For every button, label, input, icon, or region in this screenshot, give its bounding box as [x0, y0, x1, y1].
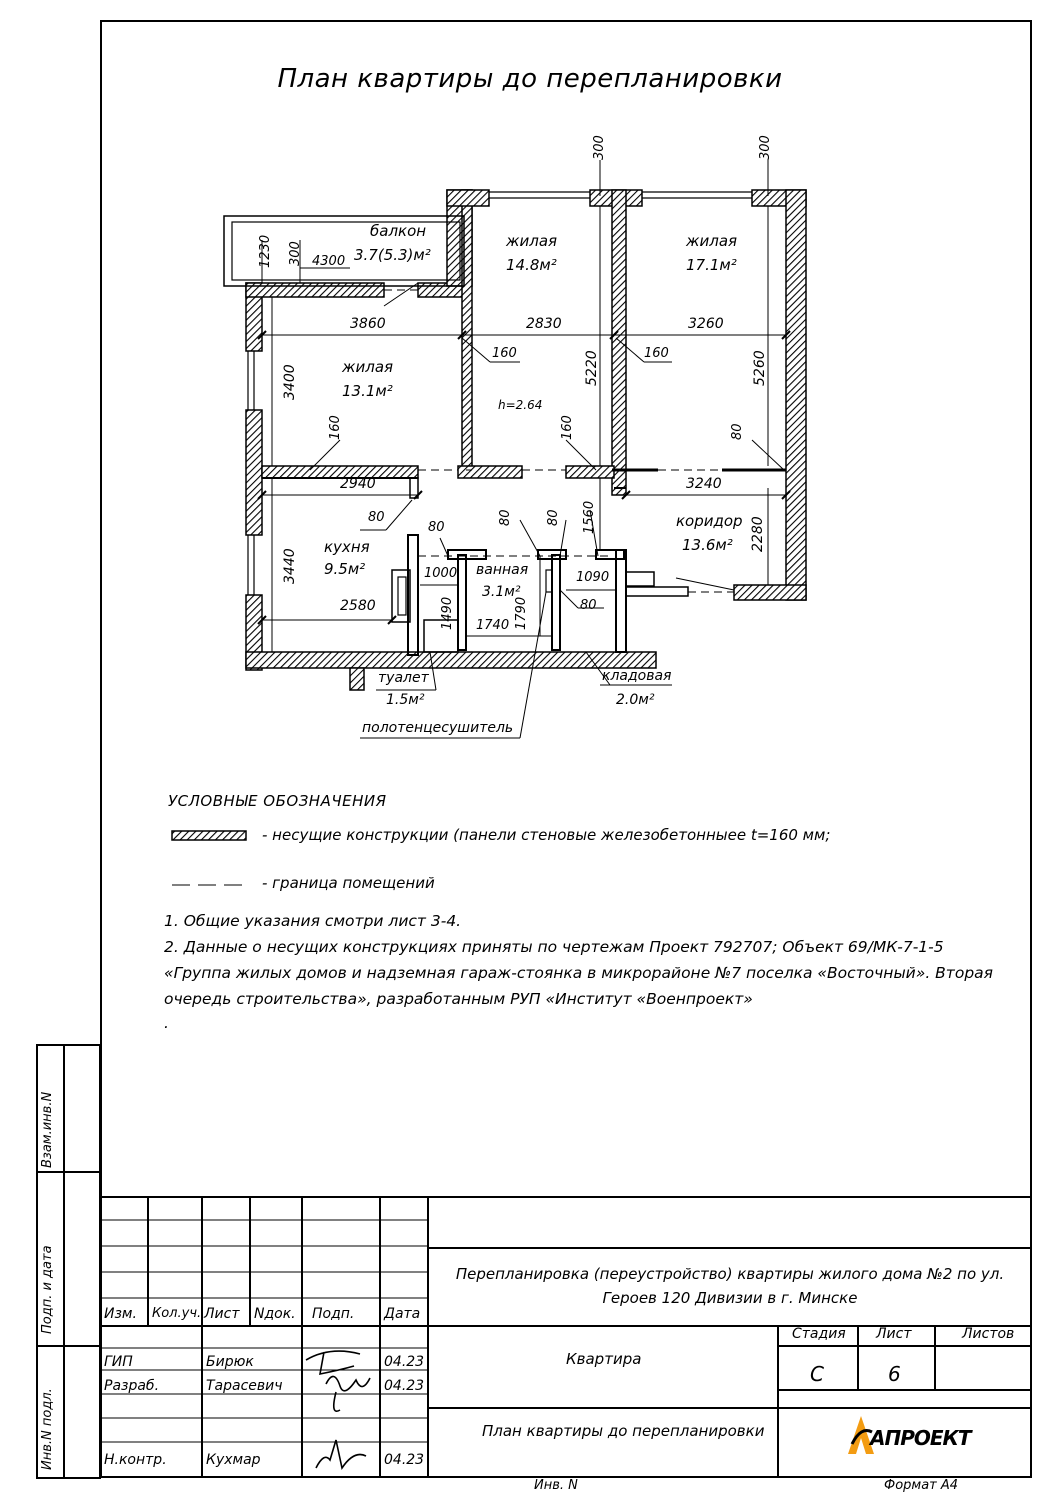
- room-name-living-3: жилая: [342, 358, 394, 376]
- dim-label: 3240: [686, 476, 722, 492]
- wall-corr-bottom: [734, 585, 806, 600]
- dim-label: 2280: [750, 516, 766, 552]
- dim-label: 5220: [584, 350, 600, 386]
- tb-stage-value: С: [810, 1362, 824, 1386]
- note-3: .: [164, 1014, 169, 1032]
- side-stamp-replace: Взам.инв.N: [40, 1091, 55, 1168]
- tb-header-count: Кол.уч.: [152, 1306, 202, 1321]
- wall-bottom-notch: [350, 668, 364, 690]
- dim-label: 1230: [258, 234, 273, 268]
- room-area-corridor: 13.6м²: [682, 536, 733, 554]
- tb-row-role: Н.контр.: [104, 1452, 167, 1468]
- room-area-living-1: 14.8м²: [506, 256, 557, 274]
- dim-label: 1490: [440, 596, 455, 630]
- dim-label: 80: [580, 598, 597, 613]
- tb-sheet-title: План квартиры до перепланировки: [482, 1422, 765, 1440]
- dim-label: 300: [288, 241, 303, 266]
- wall-right: [786, 190, 806, 600]
- dim-label: 160: [328, 415, 343, 440]
- dim-label: 2830: [526, 316, 562, 332]
- legend-bearing-swatch: [170, 828, 250, 844]
- dim-label: 80: [428, 520, 445, 535]
- dim-label: 1790: [514, 596, 529, 630]
- room-area-living-3: 13.1м²: [342, 382, 393, 400]
- room-name-bathroom: ванная: [476, 562, 529, 578]
- dim-label: 300: [758, 135, 773, 160]
- room-name-living-2: жилая: [686, 232, 738, 250]
- dim-label: 3440: [282, 548, 298, 584]
- room-area-toilet: 1.5м²: [386, 692, 425, 708]
- room-area-kitchen: 9.5м²: [324, 560, 366, 578]
- tb-header-sign: Подп.: [312, 1306, 355, 1322]
- tb-row-date: 04.23: [384, 1354, 425, 1370]
- tb-header-doc: Nдок.: [254, 1306, 296, 1322]
- room-name-balcony: балкон: [370, 222, 427, 240]
- tb-row-date: 04.23: [384, 1452, 425, 1468]
- dim-label: 1560: [582, 500, 597, 534]
- dim-label: 5260: [752, 350, 768, 386]
- dim-label: 300: [592, 135, 607, 160]
- wall-col-b: [612, 190, 626, 495]
- wall-h-mid: [458, 466, 522, 478]
- wall-left-mid: [246, 410, 262, 535]
- room-name-corridor: коридор: [676, 512, 743, 530]
- room-area-bathroom: 3.1м²: [482, 584, 521, 600]
- drawing-title: План квартиры до перепланировки: [277, 64, 783, 94]
- legend-bearing-text: - несущие конструкции (панели стеновые железобетонныее t=160 мм;: [262, 826, 831, 844]
- tb-project-name: Перепланировка (переустройство) квартиры жилого дома №2 по ул. Героев 120 Дивизии в г. Минске: [455, 1265, 1005, 1307]
- wall-h-mid2: [566, 466, 614, 478]
- tb-header-sheet: Лист: [204, 1306, 240, 1322]
- tb-header-date: Дата: [384, 1306, 421, 1322]
- tb-sheet-label: Лист: [876, 1326, 912, 1342]
- dim-label: 1000: [424, 566, 458, 581]
- tb-row-name: Бирюк: [206, 1354, 254, 1370]
- dim-label: 1090: [576, 570, 610, 585]
- company-logo-text: АПРОЕКТ: [870, 1426, 971, 1450]
- dim-label: 3400: [282, 364, 298, 400]
- ceiling-height: h=2.64: [498, 398, 543, 412]
- tb-row-name: Тарасевич: [206, 1378, 283, 1394]
- tb-sheets-label: Листов: [962, 1326, 1015, 1342]
- dim-label: 3860: [350, 316, 386, 332]
- room-area-storage: 2.0м²: [616, 692, 655, 708]
- room-name-storage: кладовая: [602, 668, 672, 684]
- side-stamp-inventory: Инв.N подл.: [40, 1388, 55, 1470]
- side-stamp-sign-date: Подп. и дата: [40, 1245, 55, 1334]
- room-name-kitchen: кухня: [324, 538, 370, 556]
- dim-label: 80: [498, 509, 513, 526]
- room-area-balcony: 3.7(5.3)м²: [354, 246, 431, 264]
- tb-format: Формат А4: [884, 1478, 959, 1493]
- room-name-toilet: туалет: [378, 670, 429, 686]
- legend-heading: УСЛОВНЫЕ ОБОЗНАЧЕНИЯ: [168, 792, 387, 810]
- dim-label: 4300: [312, 254, 346, 269]
- dim-label: 80: [546, 509, 561, 526]
- tb-inventory-label: Инв. N: [534, 1478, 578, 1493]
- wall-top-a: [447, 190, 489, 206]
- tb-sheet-value: 6: [888, 1362, 901, 1386]
- wall-bottom: [246, 652, 656, 668]
- room-name-living-1: жилая: [506, 232, 558, 250]
- dim-label: 2940: [340, 476, 376, 492]
- legend-boundary-swatch: [172, 880, 252, 890]
- note-2: 2. Данные о несущих конструкциях приняты по чертежам Проект 792707; Объект 69/МК-7-1-5 «Группа жилых домов и надземная гараж-стоянка в микрорайоне №7 поселка «Восточный». Вторая очередь строительства», разработанным РУП «Институт «Военпроект»: [164, 938, 993, 1008]
- wall-top-left: [246, 283, 384, 297]
- tb-header-change: Изм.: [104, 1306, 137, 1322]
- dim-label: 160: [644, 346, 669, 361]
- dim-label: 80: [368, 510, 385, 525]
- dim-label: 2580: [340, 598, 376, 614]
- tb-object: Квартира: [566, 1350, 642, 1368]
- dim-label: 160: [492, 346, 517, 361]
- dim-label: 1740: [476, 618, 510, 633]
- tb-row-role: ГИП: [104, 1354, 133, 1370]
- dim-label: 3260: [688, 316, 724, 332]
- tb-row-name: Кухмар: [206, 1452, 261, 1468]
- tb-stage-label: Стадия: [792, 1326, 846, 1342]
- tb-row-role: Разраб.: [104, 1378, 160, 1394]
- note-1: 1. Общие указания смотри лист 3-4.: [164, 912, 462, 930]
- dim-label: 80: [730, 423, 745, 440]
- dim-label: 160: [560, 415, 575, 440]
- legend-boundary-text: - граница помещений: [262, 874, 435, 892]
- signatures: [300, 1340, 380, 1480]
- towel-dryer-callout: полотенцесушитель: [362, 720, 514, 736]
- tb-row-date: 04.23: [384, 1378, 425, 1394]
- room-area-living-2: 17.1м²: [686, 256, 737, 274]
